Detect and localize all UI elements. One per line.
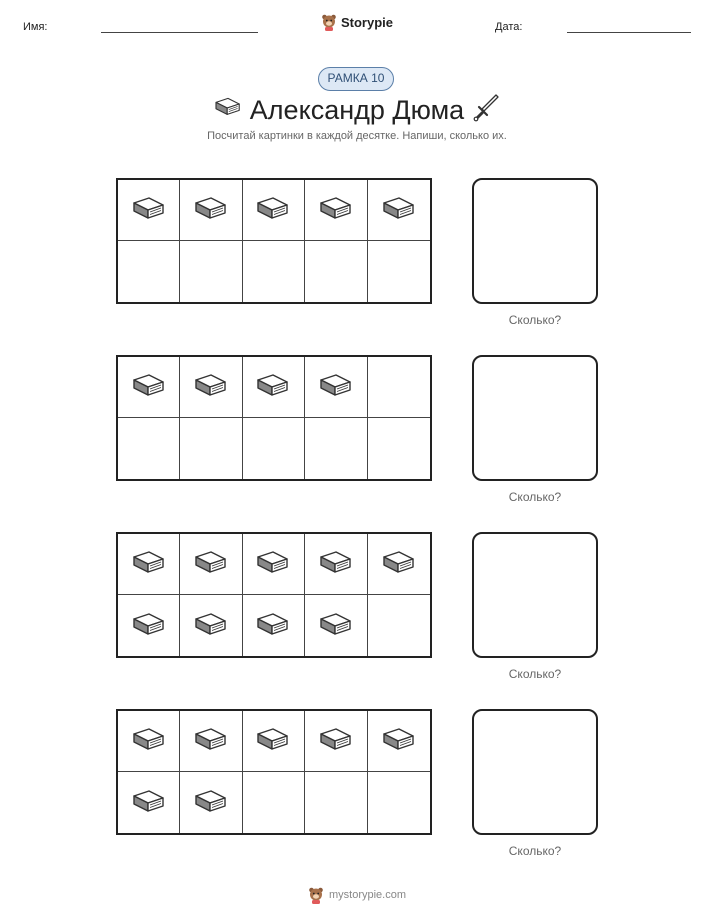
frame-cell <box>180 418 242 479</box>
frame-cell <box>305 180 367 241</box>
book-icon <box>253 194 293 226</box>
book-icon <box>191 725 231 757</box>
frame-cell <box>243 595 305 656</box>
frame-cell <box>118 357 180 418</box>
footer-url: mystorypie.com <box>328 889 407 901</box>
page-title: Александр Дюма <box>249 95 465 125</box>
frame-cell <box>118 180 180 241</box>
book-icon <box>316 610 356 642</box>
frame-cell <box>118 711 180 772</box>
frame-cell <box>368 772 430 833</box>
book-icon <box>316 548 356 580</box>
frame-cell <box>118 418 180 479</box>
frame-cell <box>180 772 242 833</box>
book-icon <box>253 371 293 403</box>
frame-cell <box>180 711 242 772</box>
frame-cell <box>368 534 430 595</box>
book-icon <box>379 194 419 226</box>
frame-cell <box>243 241 305 302</box>
book-icon <box>129 371 169 403</box>
frame-cell <box>180 241 242 302</box>
frame-cell <box>243 711 305 772</box>
book-icon <box>253 610 293 642</box>
frame-cell <box>180 534 242 595</box>
frame-cell <box>180 357 242 418</box>
book-icon <box>253 725 293 757</box>
frame-cell <box>243 180 305 241</box>
date-label: Дата: <box>495 21 523 33</box>
footer <box>0 886 714 904</box>
frame-cell <box>305 534 367 595</box>
ten-frame-4 <box>116 709 432 835</box>
frame-cell <box>305 711 367 772</box>
frame-cell <box>180 595 242 656</box>
frame-cell <box>368 357 430 418</box>
sword-icon <box>472 92 500 122</box>
book-icon <box>191 548 231 580</box>
how-many-label: Сколько? <box>508 490 562 504</box>
book-icon <box>191 787 231 819</box>
name-line[interactable] <box>101 32 258 33</box>
book-icon <box>379 725 419 757</box>
book-icon <box>129 194 169 226</box>
bear-mascot-icon <box>308 886 324 904</box>
frame-cell <box>118 595 180 656</box>
answer-box-1[interactable] <box>472 178 598 304</box>
how-many-label: Сколько? <box>508 844 562 858</box>
book-icon <box>191 371 231 403</box>
frame-cell <box>368 711 430 772</box>
ten-frame-2 <box>116 355 432 481</box>
frame-cell <box>368 180 430 241</box>
frame-cell <box>243 357 305 418</box>
book-icon <box>379 548 419 580</box>
frame-cell <box>305 418 367 479</box>
answer-box-4[interactable] <box>472 709 598 835</box>
name-label: Имя: <box>23 21 48 33</box>
book-icon <box>316 725 356 757</box>
frame-badge: РАМКА 10 <box>318 67 394 91</box>
book-icon <box>129 610 169 642</box>
frame-cell <box>305 357 367 418</box>
how-many-label: Сколько? <box>508 667 562 681</box>
answer-box-3[interactable] <box>472 532 598 658</box>
frame-cell <box>180 180 242 241</box>
book-icon <box>129 787 169 819</box>
book-icon <box>129 725 169 757</box>
frame-cell <box>118 241 180 302</box>
answer-box-2[interactable] <box>472 355 598 481</box>
book-icon <box>191 194 231 226</box>
frame-cell <box>305 241 367 302</box>
frame-cell <box>368 241 430 302</box>
book-icon <box>253 548 293 580</box>
frame-cell <box>305 772 367 833</box>
ten-frame-1 <box>116 178 432 304</box>
book-icon <box>316 371 356 403</box>
frame-cell <box>305 595 367 656</box>
instructions: Посчитай картинки в каждой десятке. Напиши, сколько их. <box>207 130 507 142</box>
brand-name: Storypie <box>340 14 393 30</box>
book-icon <box>191 610 231 642</box>
frame-cell <box>118 534 180 595</box>
frame-cell <box>243 534 305 595</box>
frame-cell <box>243 772 305 833</box>
ten-frame-3 <box>116 532 432 658</box>
book-icon <box>316 194 356 226</box>
frame-cell <box>118 772 180 833</box>
frame-cell <box>368 595 430 656</box>
how-many-label: Сколько? <box>508 313 562 327</box>
frame-cell <box>243 418 305 479</box>
bear-mascot-icon <box>321 13 337 31</box>
brand-logo <box>0 13 714 31</box>
frame-cell <box>368 418 430 479</box>
date-line[interactable] <box>567 32 691 33</box>
book-icon <box>129 548 169 580</box>
